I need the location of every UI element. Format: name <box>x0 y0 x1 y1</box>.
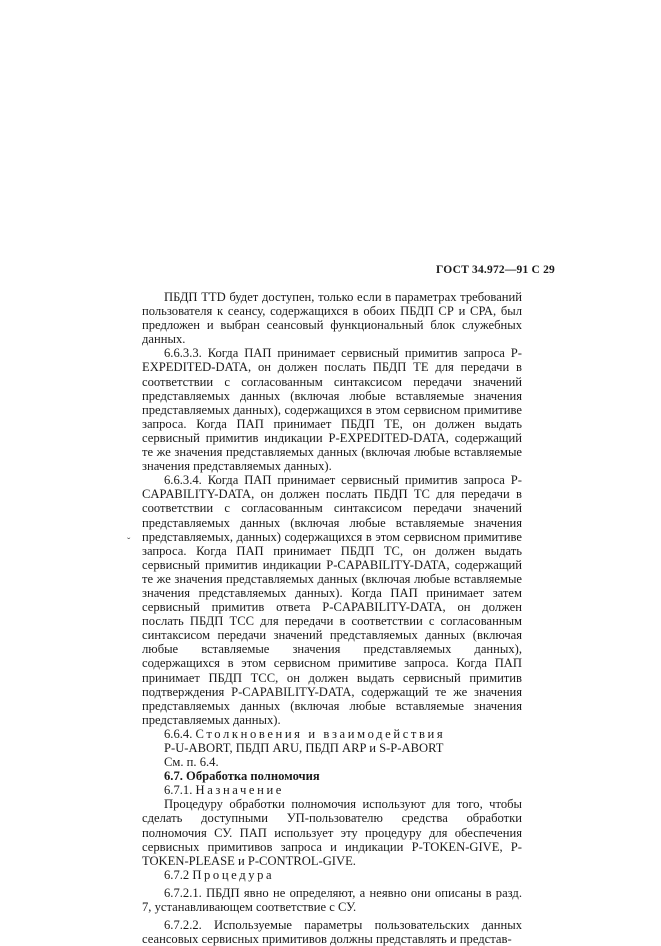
paragraph-6-7-2-2: 6.7.2.2. Используемые параметры пользовательских данных сеансовых сервисных примитивов должны представлять и представ- <box>142 918 522 946</box>
heading-6-6-4-continued: P-U-ABORT, ПБДП ARU, ПБДП ARP и S-P-ABORT <box>164 741 444 755</box>
heading-6-7-2 <box>142 868 522 882</box>
paragraph-ttd: ПБДП TTD будет доступен, только если в параметрах требований пользователя к сеансу, содержащихся в обоих ПБДП СР и СРА, был предложен и выбран сеансовый функциональный блок служебных данных. <box>142 290 522 347</box>
paragraph-6-6-3-4: 6.6.3.4. Когда ПАП принимает сервисный примитив запроса P-CAPABILITY-DATA, он должен послать ПБДП ТС для передачи в соответствии с согласованным синтаксисом передачи значений представляемых данных (включая любые вставляемые значения представляемых, данных) содержащихся в этом сервисном примитиве запроса. Когда ПАП принимает ПБДП ТС, он должен выдать сервисный примитив индикации P-CAPABILITY-DATA, содержащий те же значения представляемых данных (включая любые вставляемые значения представляемых данных). Когда ПАП принимает затем сервисный примитив ответа P-CAPABILITY-DATA, он должен послать ПБДП ТСС для передачи в соответствии с согласованным синтаксисом передачи значений представляемых данных (включая любые вставляемые значения представляемых данных), содержащихся в этом сервисном примитиве запроса. Когда ПАП принимает ПБДП ТСС, он должен выдать сервисный примитив подтверждения P-CAPABILITY-DATA, содержащий те же значения представляемых данных (включая любые вставляемые значения представляемых данных). <box>142 473 522 727</box>
paragraph-6-7-2-1: 6.7.2.1. ПБДП явно не определяют, а неявно они описаны в разд. 7, устанавливающем соответствие с СУ. <box>142 885 522 915</box>
heading-title: Столкновения и взаимодействия <box>195 726 446 741</box>
heading-6-7-1 <box>142 783 522 797</box>
paragraph-6-6-3-3: 6.6.3.3. Когда ПАП принимает сервисный примитив запроса P-EXPEDITED-DATA, он должен послать ПБДП ТЕ для передачи в соответствии с согласованным синтаксисом передачи значений представляемых данных (включая любые вставляемые значения представляемых данных), содержащихся в этом сервисном примитиве запроса. Когда ПАП принимает ПБДП ТЕ, он должен выдать сервисный примитив индикации P-EXPEDITED-DATA, содержащий те же значения представляемых данных (включая любые вставляемые значения представляемых данных). <box>142 346 522 474</box>
paragraph-purpose: Процедуру обработки полномочия используют для того, чтобы сделать доступными УП-пользователю средства обработки полномочия СУ. ПАП использует эту процедуру для обеспечения сервисных примитивов запроса и индикации P-TOKEN-GIVE, P-TOKEN-PLEASE и P-CONTROL-GIVE. <box>142 797 522 868</box>
heading-6-6-4 <box>142 727 522 741</box>
page-body <box>142 290 522 946</box>
heading-number: 6.7.2 <box>164 867 190 882</box>
margin-mark: ˇ <box>127 537 131 548</box>
heading-number: 6.7.1. <box>164 783 193 798</box>
reference-6-4: См. п. 6.4. <box>164 755 219 770</box>
heading-6-7: 6.7. Обработка полномочия <box>164 769 320 784</box>
page-header: ГОСТ 34.972—91 С 29 <box>436 264 555 276</box>
heading-number: 6.6.4. <box>164 726 193 741</box>
heading-title: Процедура <box>192 867 275 882</box>
heading-title: Назначение <box>195 783 284 798</box>
